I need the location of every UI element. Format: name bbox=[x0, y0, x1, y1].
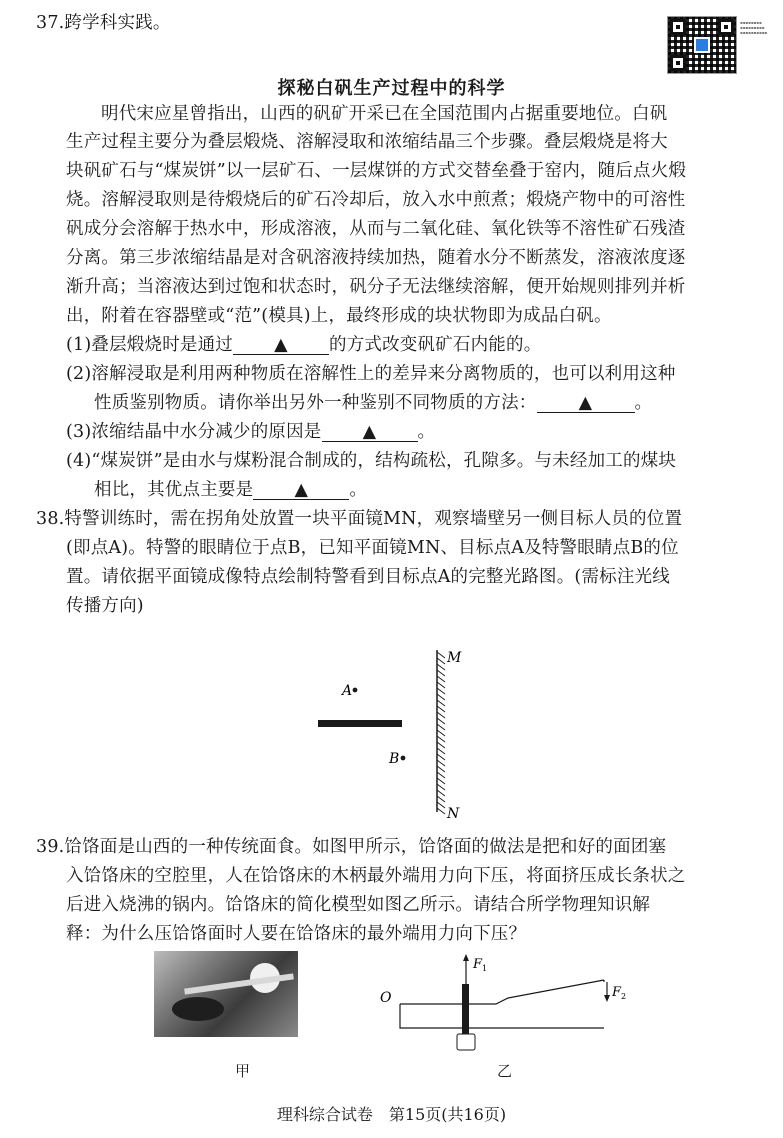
label-o: O bbox=[380, 990, 392, 1006]
q39-line: 后进入烧沸的锅内。饸饹床的简化模型如图乙所示。请结合所学物理知识解 bbox=[66, 895, 651, 915]
q37-sub2-text: 性质鉴别物质。请你举出另外一种鉴别不同物质的方法： bbox=[94, 393, 537, 413]
hatch-mark bbox=[437, 712, 445, 718]
hatch-mark bbox=[437, 676, 445, 682]
caption-jia: 甲 bbox=[235, 1062, 251, 1080]
hatch-mark bbox=[437, 766, 445, 772]
q37-para-line: 烧。溶解浸取则是待煅烧后的矿石冷却后，放入水中煎煮；煅烧产物中的可溶性 bbox=[66, 190, 686, 210]
q39-line: 入饸饹床的空腔里，人在饸饹床的木柄最外端用力向下压，将面挤压成长条状之 bbox=[66, 866, 686, 886]
cylinder bbox=[457, 1034, 475, 1050]
photo-hele-press bbox=[154, 951, 298, 1037]
label-a: A bbox=[342, 683, 353, 699]
hatch-mark bbox=[437, 742, 445, 748]
label-n: N bbox=[447, 806, 460, 822]
q37-sub2-line2 bbox=[94, 392, 652, 414]
q37-sub1 bbox=[66, 334, 541, 356]
q37-para-line: 渐升高；当溶液达到过饱和状态时，矾分子无法继续溶解，便开始规则排列并析 bbox=[66, 277, 686, 297]
answer-blank[interactable]: ▲ bbox=[253, 480, 349, 500]
caption-yi: 乙 bbox=[497, 1062, 513, 1080]
label-f2: F bbox=[612, 985, 622, 1000]
q37-sub4-text: 。 bbox=[349, 480, 368, 500]
label-f1: F bbox=[473, 957, 483, 972]
q38-line: (即点A)。特警的眼睛位于点B，已知平面镜MN、目标点A及特警眼睛点B的位 bbox=[66, 538, 679, 558]
hatch-mark bbox=[437, 748, 445, 754]
page-footer: 理科综合试卷 第15页(共16页) bbox=[276, 1105, 507, 1124]
lever-arm bbox=[400, 980, 604, 1004]
hatch-mark bbox=[437, 688, 445, 694]
lever-model-diagram bbox=[376, 952, 636, 1052]
q37-sub3 bbox=[66, 421, 435, 443]
point-b-dot bbox=[401, 756, 406, 761]
hatch-mark bbox=[437, 724, 445, 730]
piston-rod bbox=[462, 984, 469, 1034]
answer-blank[interactable]: ▲ bbox=[233, 335, 329, 355]
hatch-mark bbox=[437, 700, 445, 706]
hatch-mark bbox=[437, 664, 445, 670]
q39-line: 39.饸饹面是山西的一种传统面食。如图甲所示，饸饹面的做法是把和好的面团塞 bbox=[36, 837, 667, 857]
q37-sub1-text: 的方式改变矾矿石内能的。 bbox=[329, 335, 542, 355]
q38-line: 38.特警训练时，需在拐角处放置一块平面镜MN，观察墙壁另一侧目标人员的位置 bbox=[36, 509, 683, 529]
hatch-mark bbox=[437, 802, 445, 808]
q38-line: 传播方向) bbox=[66, 596, 144, 616]
q37-para-line: 生产过程主要分为叠层煅烧、溶解浸取和浓缩结晶三个步骤。叠层煅烧是将大 bbox=[66, 132, 668, 152]
q37-sub4-line2 bbox=[94, 479, 367, 501]
answer-blank[interactable]: ▲ bbox=[537, 393, 635, 413]
q37-heading: 37.跨学科实践。 bbox=[36, 13, 171, 33]
qr-code-icon bbox=[667, 16, 737, 74]
hatch-mark bbox=[437, 796, 445, 802]
hatch-mark bbox=[437, 652, 445, 658]
mirror-diagram bbox=[300, 640, 500, 830]
hatch-mark bbox=[437, 808, 445, 814]
label-f2-sub: 2 bbox=[621, 992, 627, 1001]
hatch-mark bbox=[437, 790, 445, 796]
hatch-mark bbox=[437, 784, 445, 790]
q37-para-line: 分离。第三步浓缩结晶是对含矾溶液持续加热，随着水分不断蒸发，溶液浓度逐 bbox=[66, 248, 686, 268]
hatch-mark bbox=[437, 694, 445, 700]
wall-bar bbox=[318, 720, 402, 727]
answer-blank[interactable]: ▲ bbox=[322, 422, 418, 442]
hatch-mark bbox=[437, 730, 445, 736]
q37-sub2-text: 。 bbox=[634, 393, 653, 413]
q37-sub1-text: (1)叠层煅烧时是通过 bbox=[66, 335, 233, 355]
q37-title: 探秘白矾生产过程中的科学 bbox=[277, 78, 506, 99]
point-a-dot bbox=[353, 688, 358, 693]
hatch-mark bbox=[437, 718, 445, 724]
hatch-mark bbox=[437, 706, 445, 712]
q37-para-line: 块矾矿石与“煤炭饼”以一层矿石、一层煤饼的方式交替垒叠于窑内，随后点火煅 bbox=[66, 161, 687, 181]
q37-sub3-text: (3)浓缩结晶中水分减少的原因是 bbox=[66, 422, 322, 442]
qr-caption-icon: ▪▪▪▪▪▪▪▪ ▪▪▪▪▪▪▪▪▪ ▪▪▪▪▪▪▪▪▪▪ bbox=[740, 20, 768, 35]
q37-para-line: 矾成分会溶解于热水中，形成溶液，从而与二氧化硅、氧化铁等不溶性矿石残渣 bbox=[66, 219, 686, 239]
hatch-mark bbox=[437, 682, 445, 688]
hatch-mark bbox=[437, 772, 445, 778]
hatch-mark bbox=[437, 670, 445, 676]
press-base bbox=[400, 1004, 604, 1028]
q39-line: 释：为什么压饸饹面时人要在饸饹床的最外端用力向下压？ bbox=[66, 924, 527, 944]
q37-sub3-text: 。 bbox=[417, 422, 436, 442]
hatch-mark bbox=[437, 778, 445, 784]
label-m: M bbox=[447, 650, 462, 666]
label-b: B bbox=[389, 751, 400, 767]
mirror-hatching bbox=[437, 652, 445, 814]
hatch-mark bbox=[437, 760, 445, 766]
hatch-mark bbox=[437, 736, 445, 742]
q37-para-line: 出，附着在容器壁或“范”(模具)上，最终形成的块状物即为成品白矾。 bbox=[66, 306, 612, 326]
hatch-mark bbox=[437, 754, 445, 760]
q38-line: 置。请依据平面镜成像特点绘制特警看到目标点A的完整光路图。(需标注光线 bbox=[66, 567, 670, 587]
q37-sub4-text: 相比，其优点主要是 bbox=[94, 480, 254, 500]
q37-para-line: 明代宋应星曾指出，山西的矾矿开采已在全国范围内占据重要地位。白矾 bbox=[101, 104, 668, 124]
q37-sub2-line1: (2)溶解浸取是利用两种物质在溶解性上的差异来分离物质的，也可以利用这种 bbox=[66, 364, 676, 384]
hatch-mark bbox=[437, 658, 445, 664]
q37-sub4-line1: (4)“煤炭饼”是由水与煤粉混合制成的，结构疏松，孔隙多。与未经加工的煤块 bbox=[66, 451, 677, 471]
label-f1-sub: 1 bbox=[482, 964, 488, 973]
